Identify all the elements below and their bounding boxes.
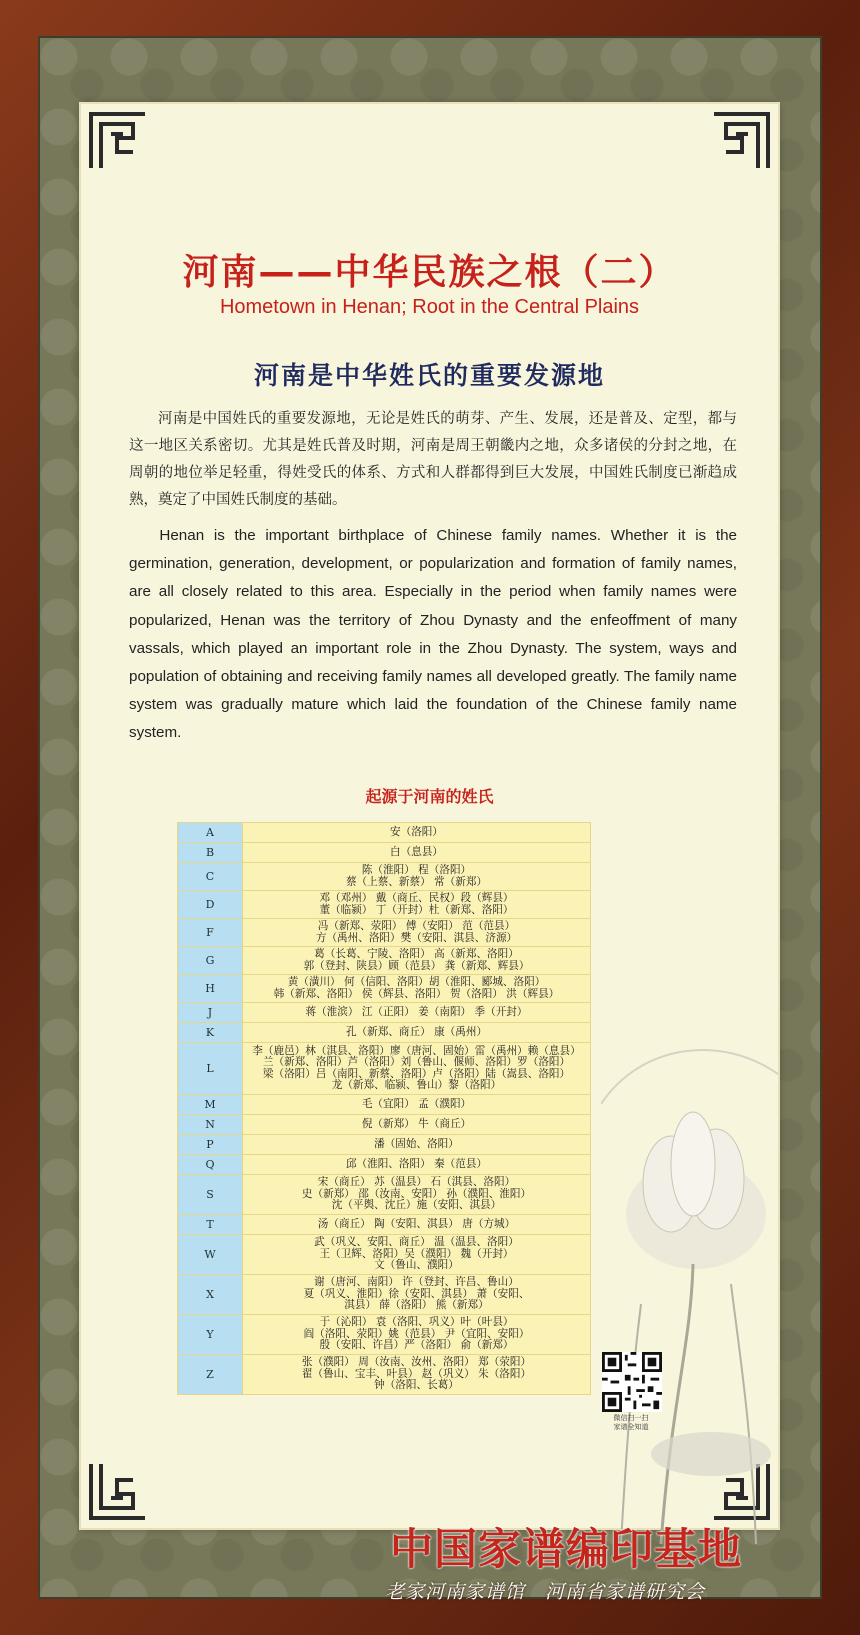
poster-title: 河南——中华民族之根（二） [182,252,677,293]
surname-line: 沈（平舆、沈丘）施（安阳、淇县） [331,1199,502,1212]
qr-caption-line: 微信扫一扫 [613,1414,649,1422]
surname-cell [243,1235,591,1275]
surname-line: 翟（鲁山、宝丰、叶县） 赵（巩义） 朱（洛阳） [301,1367,532,1380]
table-row [178,1095,591,1115]
surname-line: 夏（巩义、淮阳）徐（安阳、淇县） 萧（安阳、 [303,1287,530,1300]
table-row [178,1355,591,1395]
surname-line: 王（卫辉、洛阳）吴（濮阳） 魏（开封） [319,1247,514,1260]
table-row [178,975,591,1003]
table-row [178,823,591,843]
surname-line: 汤（商丘） 陶（安阳、淇县） 唐（方城） [317,1217,516,1230]
surname-cell [243,1095,591,1115]
surname-line: 陈（淮阳） 程（洛阳） [361,864,472,876]
surname-cell [243,1275,591,1315]
table-row [178,1043,591,1095]
letter-cell: A [178,823,243,843]
table-row [178,1315,591,1355]
qr-caption [593,1414,669,1432]
letter-cell: M [178,1095,243,1115]
surname-line: 方（禹州、洛阳）樊（安阳、淇县、济源） [315,931,518,944]
surname-line: 潘（固始、洛阳） [374,1137,459,1150]
surname-cell [243,919,591,947]
corner-ornament-top-right [712,112,770,170]
letter-cell: X [178,1275,243,1315]
surname-line: 殷（安阳、许昌）严（洛阳） 俞（新郑） [319,1339,514,1352]
letter-cell: F [178,919,243,947]
surname-line: 淇县） 薛（洛阳） 熊（新郑） [344,1299,489,1312]
qr-code[interactable] [602,1352,662,1412]
surname-line: 武（巩义、安阳、商丘） 温（温县、洛阳） [314,1236,519,1249]
letter-cell: P [178,1135,243,1155]
letter-cell: Q [178,1155,243,1175]
surname-line: 蔡（上蔡、新蔡） 常（新郑） [345,875,488,888]
surname-cell [243,823,591,843]
surname-line: 倪（新郑） 牛（商丘） [361,1117,472,1130]
letter-cell: N [178,1115,243,1135]
surname-cell [243,1003,591,1023]
surname-cell [243,1215,591,1235]
surname-line: 梁（洛阳）吕（南阳、新蔡、洛阳）卢（洛阳）陆（嵩县、洛阳） [262,1067,571,1080]
surname-line: 黄（潢川） 何（信阳、洛阳）胡（淮阳、郾城、洛阳） [287,976,546,988]
surname-line: 张（濮阳） 周（汝南、汝州、洛阳） 郑（荥阳） [301,1356,532,1369]
surname-line: 韩（新郑、洛阳） 侯（辉县、洛阳） 贺（洛阳） 洪（辉县） [273,987,560,1000]
paragraph-english: Henan is the important birthplace of Chinese family names. Whether it is the germination, generation, development, or popularization and formation of family names, are all closely related to this area. Especially in the period when family names were popularized, Henan was the territory of Zhou Dynasty and the enfeoffment of many vassals, which played an important role in the Zhou Dynasty. The system, ways and population of obtaining and receiving family names all developed greatly. The family name system was gradually mature which laid the foundation of the Chinese family name system. [129,527,737,742]
surname-line: 邱（淮阳、洛阳） 秦（范县） [345,1157,488,1170]
letter-cell: L [178,1043,243,1095]
table-row [178,843,591,863]
surname-cell [243,1175,591,1215]
surname-line: 白（息县） [390,845,443,858]
surname-line: 阎（洛阳、荥阳）姚（范县） 尹（宜阳、安阳） [303,1327,530,1340]
letter-cell: C [178,863,243,891]
surname-line: 文（鲁山、濮阳） [374,1259,459,1272]
footer-title: 中国家谱编印基地 [390,1525,742,1575]
surname-line: 郭（登封、陕县）顾（范县） 龚（新郑、辉县） [303,959,530,972]
paragraph-chinese: 河南是中国姓氏的重要发源地，无论是姓氏的萌芽、产生、发展，还是普及、定型，都与这一地区关系密切。尤其是姓氏普及时期，河南是周王朝畿内之地，众多诸侯的分封之地，在周朝的地位举足轻重，得姓受氏的体系、方式和人群都得到巨大发展，中国姓氏制度已渐趋成熟，奠定了中国姓氏制度的基础。 [129,411,737,508]
surname-line: 谢（唐河、南阳） 许（登封、许昌、鲁山） [314,1276,519,1289]
letter-cell: D [178,891,243,919]
surname-cell [243,1135,591,1155]
table-row [178,947,591,975]
letter-cell: K [178,1023,243,1043]
qr-caption-line: 家谱全知道 [613,1423,649,1431]
surname-origin-table [177,822,591,1395]
table-row [178,1175,591,1215]
footer-subtitle: 老家河南家谱馆 河南省家谱研究会 [385,1581,706,1603]
poster-panel [81,104,778,1528]
surname-line: 董（临颍） 丁（开封）杜（新郑、洛阳） [319,903,514,916]
surname-line: 冯（新郑、荥阳） 傅（安阳） 范（范县） [317,920,516,932]
letter-cell: B [178,843,243,863]
letter-cell: H [178,975,243,1003]
surname-table-title: 起源于河南的姓氏 [365,787,494,806]
surname-line: 钟（洛阳、长葛） [374,1379,459,1392]
surname-line: 孔（新郑、商丘） 康（禹州） [345,1025,488,1038]
table-row [178,891,591,919]
letter-cell: G [178,947,243,975]
letter-cell: W [178,1235,243,1275]
table-row [178,1023,591,1043]
surname-line: 龙（新郑、临颍、鲁山）黎（洛阳） [331,1079,502,1091]
surname-cell [243,975,591,1003]
surname-line: 葛（长葛、宁陵、洛阳） 高（新郑、洛阳） [314,948,519,960]
letter-cell: Y [178,1315,243,1355]
surname-line: 邓（邓州） 戴（商丘、民权）段（辉县） [319,892,514,904]
surname-cell [243,1115,591,1135]
surname-cell [243,863,591,891]
surname-line: 于（沁阳） 袁（洛阳、巩义）叶（叶县） [319,1316,514,1329]
surname-cell [243,1355,591,1395]
surname-line: 蒋（淮滨） 江（正阳） 姜（南阳） 季（开封） [305,1005,528,1018]
surname-line: 史（新郑） 邵（汝南、安阳） 孙（濮阳、淮阳） [301,1187,532,1200]
table-row [178,1115,591,1135]
table-row [178,1155,591,1175]
surname-line: 李（鹿邑）林（淇县、洛阳）廖（唐河、固始）雷（禹州）赖（息县） [252,1044,581,1057]
letter-cell: S [178,1175,243,1215]
corner-ornament-bottom-left [89,1462,147,1520]
surname-line: 安（洛阳） [390,825,443,838]
surname-cell [243,1023,591,1043]
surname-cell [243,1043,591,1095]
surname-cell [243,1155,591,1175]
surname-cell [243,843,591,863]
corner-ornament-top-left [89,112,147,170]
surname-line: 宋（商丘） 苏（温县） 石（淇县、洛阳） [317,1176,516,1189]
table-row [178,1275,591,1315]
letter-cell: T [178,1215,243,1235]
surname-line: 兰（新郑、洛阳）芦（洛阳）刘（鲁山、偃师、洛阳）罗（洛阳） [262,1056,571,1068]
poster-subtitle-english: Hometown in Henan; Root in the Central Plains [219,296,640,318]
letter-cell: J [178,1003,243,1023]
section-title: 河南是中华姓氏的重要发源地 [253,361,605,390]
surname-cell [243,1315,591,1355]
letter-cell: Z [178,1355,243,1395]
table-row [178,1135,591,1155]
table-row [178,1215,591,1235]
table-row [178,919,591,947]
surname-cell [243,947,591,975]
table-row [178,863,591,891]
surname-cell [243,891,591,919]
table-row [178,1003,591,1023]
table-row [178,1235,591,1275]
lotus-illustration [601,984,778,1544]
surname-line: 毛（宜阳） 孟（濮阳） [361,1097,472,1110]
